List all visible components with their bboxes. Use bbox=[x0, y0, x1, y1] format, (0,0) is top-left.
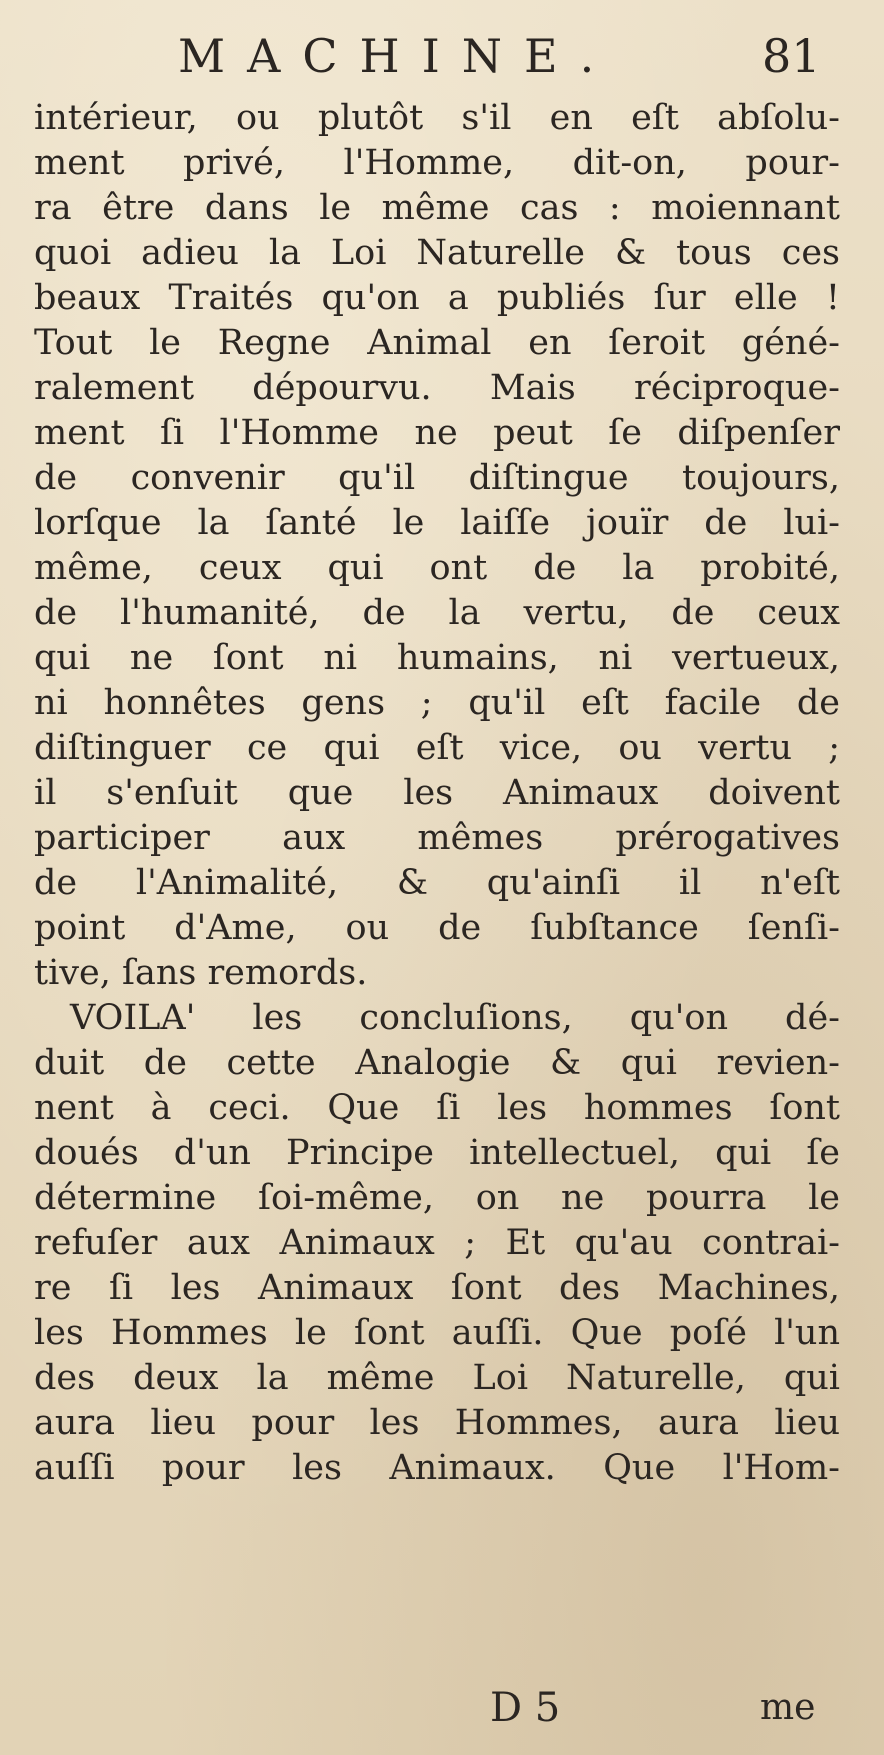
text-line: aura lieu pour les Hommes, aura lieu bbox=[34, 1403, 840, 1443]
text-line: de l'Animalité, & qu'ainſi il n'eſt bbox=[34, 863, 840, 903]
body-text bbox=[34, 96, 840, 1491]
page-number: 81 bbox=[762, 29, 821, 83]
text-line: ment ſi l'Homme ne peut ſe diſpenſer bbox=[34, 413, 840, 453]
text-line: des deux la même Loi Naturelle, qui bbox=[34, 1358, 840, 1398]
signature-mark: D 5 bbox=[490, 1685, 561, 1731]
text-line: nent à ceci. Que ſi les hommes ſont bbox=[34, 1088, 840, 1128]
text-line: doués d'un Principe intellectuel, qui ſe bbox=[34, 1133, 840, 1173]
text-line: auſſi pour les Animaux. Que l'Hom- bbox=[34, 1448, 840, 1488]
text-line: diſtinguer ce qui eſt vice, ou vertu ; bbox=[34, 728, 840, 768]
text-line: de convenir qu'il diſtingue toujours, bbox=[34, 458, 840, 498]
text-line: refuſer aux Animaux ; Et qu'au contrai- bbox=[34, 1223, 840, 1263]
text-line: ralement dépourvu. Mais réciproque- bbox=[34, 368, 840, 408]
text-line: lorſque la ſanté le laiſſe jouïr de lui- bbox=[34, 503, 840, 543]
text-line: ment privé, l'Homme, dit-on, pour- bbox=[34, 143, 840, 183]
text-line: qui ne ſont ni humains, ni vertueux, bbox=[34, 638, 840, 678]
page-header bbox=[0, 22, 884, 92]
text-line: ra être dans le même cas : moiennant bbox=[34, 188, 840, 228]
text-line: point d'Ame, ou de ſubſtance ſenſi- bbox=[34, 908, 840, 948]
text-line: beaux Traités qu'on a publiés ſur elle ! bbox=[34, 278, 840, 318]
text-line: détermine ſoi-même, on ne pourra le bbox=[34, 1178, 840, 1218]
text-line: les Hommes le ſont auſſi. Que poſé l'un bbox=[34, 1313, 840, 1353]
paragraph bbox=[34, 96, 840, 996]
text-line: re ſi les Animaux ſont des Machines, bbox=[34, 1268, 840, 1308]
text-line: même, ceux qui ont de la probité, bbox=[34, 548, 840, 588]
paragraph bbox=[34, 996, 840, 1491]
page-footer bbox=[0, 1680, 884, 1740]
text-line: Tout le Regne Animal en ſeroit géné- bbox=[34, 323, 840, 363]
text-line: VOILA' les concluſions, qu'on dé- bbox=[70, 998, 840, 1038]
text-line: quoi adieu la Loi Naturelle & tous ces bbox=[34, 233, 840, 273]
text-line: tive, ſans remords. bbox=[34, 953, 368, 993]
text-line: il s'enſuit que les Animaux doivent bbox=[34, 773, 840, 813]
text-line: de l'humanité, de la vertu, de ceux bbox=[34, 593, 840, 633]
text-line: intérieur, ou plutôt s'il en eſt abſolu- bbox=[34, 98, 840, 138]
running-title: MACHINE. bbox=[178, 29, 617, 83]
text-line: participer aux mêmes prérogatives bbox=[34, 818, 840, 858]
text-line: ni honnêtes gens ; qu'il eſt facile de bbox=[34, 683, 840, 723]
text-line: duit de cette Analogie & qui revien- bbox=[34, 1043, 840, 1083]
catchword: me bbox=[760, 1687, 816, 1728]
